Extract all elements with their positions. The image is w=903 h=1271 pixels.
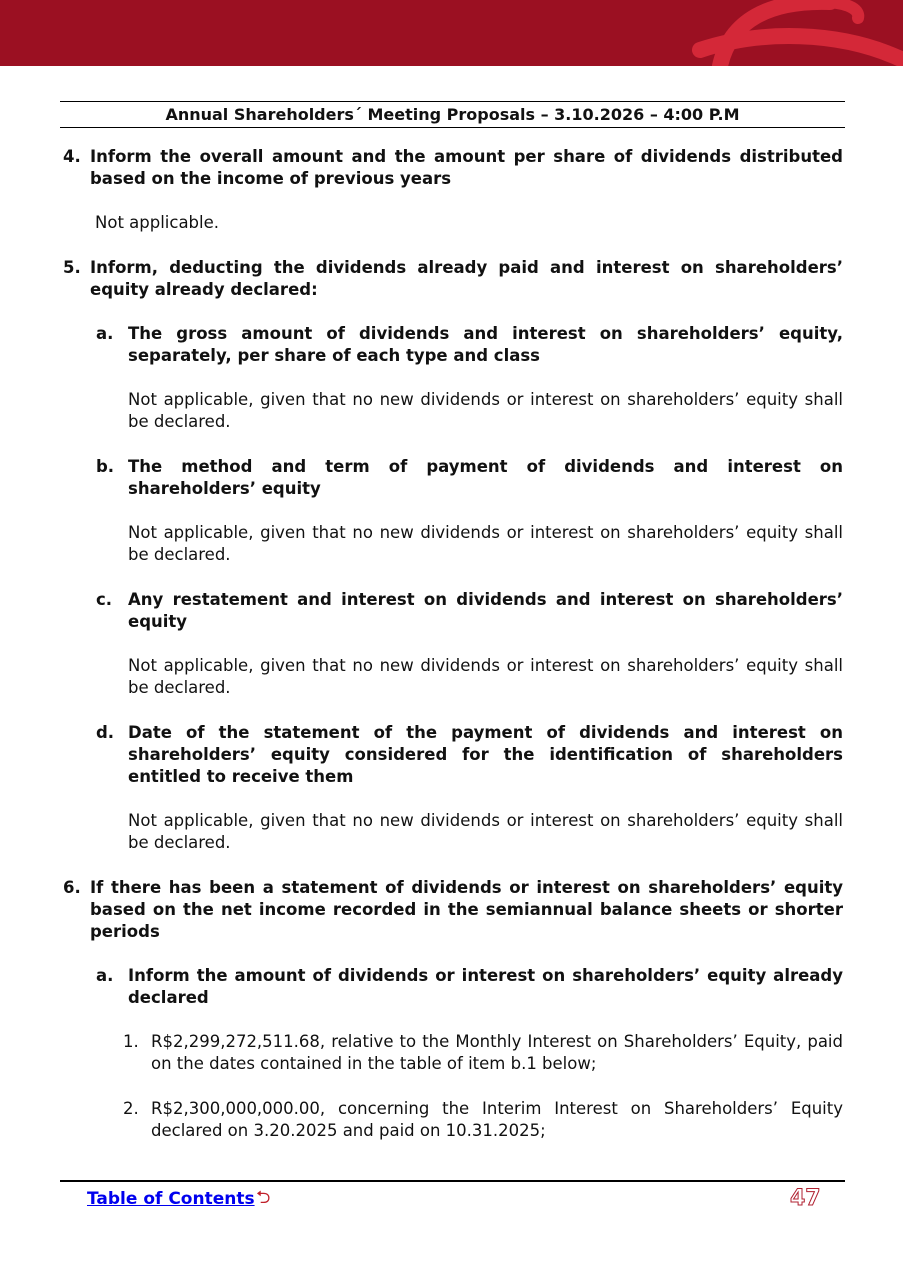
subitem-text: Not applicable, given that no new dividends or interest on shareholders’ equity shall be declared. bbox=[128, 811, 843, 852]
subitem-letter: a. bbox=[96, 966, 114, 985]
subitem-5a bbox=[60, 323, 843, 367]
list-item bbox=[60, 1031, 843, 1075]
item-number: 5. bbox=[63, 258, 81, 277]
subitem-letter: a. bbox=[96, 324, 114, 343]
subitem-6a bbox=[60, 965, 843, 1009]
item-heading: Inform the overall amount and the amount per share of dividends distributed based on the income of previous years bbox=[90, 147, 843, 188]
subitem-text: Not applicable, given that no new dividends or interest on shareholders’ equity shall be declared. bbox=[128, 390, 843, 431]
subitem-letter: d. bbox=[96, 723, 115, 742]
page-title: Annual Shareholders´ Meeting Proposals – 3.10.2026 – 4:00 P.M bbox=[60, 101, 845, 128]
item-heading: Inform, deducting the dividends already paid and interest on shareholders’ equity already declared: bbox=[90, 258, 843, 299]
subitem-text: Not applicable, given that no new dividends or interest on shareholders’ equity shall be declared. bbox=[128, 656, 843, 697]
document-body bbox=[60, 146, 843, 1165]
item-number: 4. bbox=[63, 147, 81, 166]
brand-logo-icon bbox=[0, 0, 903, 66]
subitem-5b bbox=[60, 456, 843, 500]
subitem-heading: Date of the statement of the payment of dividends and interest on shareholders’ equity considered for the identification of shareholders entitled to receive them bbox=[128, 723, 843, 786]
subitem-5d bbox=[60, 722, 843, 788]
subitem-letter: c. bbox=[96, 590, 113, 609]
item-4 bbox=[60, 146, 843, 190]
subitem-heading: Inform the amount of dividends or interest on shareholders’ equity already declared bbox=[128, 966, 843, 1007]
item-number: 6. bbox=[63, 878, 81, 897]
item-text: Not applicable. bbox=[95, 213, 220, 232]
subitem-letter: b. bbox=[96, 457, 115, 476]
subitem-5c bbox=[60, 589, 843, 633]
footer-divider bbox=[60, 1180, 845, 1182]
list-item bbox=[60, 1098, 843, 1142]
list-text: R$2,300,000,000.00, concerning the Interim Interest on Shareholders’ Equity declared on 3.20.2025 and paid on 10.31.2025; bbox=[151, 1099, 843, 1140]
subitem-heading: The method and term of payment of dividends and interest on shareholders’ equity bbox=[128, 457, 843, 498]
subitem-text: Not applicable, given that no new dividends or interest on shareholders’ equity shall be declared. bbox=[128, 523, 843, 564]
header-band bbox=[0, 0, 903, 66]
subitem-heading: The gross amount of dividends and interest on shareholders’ equity, separately, per share of each type and class bbox=[128, 324, 843, 365]
list-number: 1. bbox=[123, 1032, 139, 1051]
subitem-heading: Any restatement and interest on dividends and interest on shareholders’ equity bbox=[128, 590, 843, 631]
table-of-contents-link[interactable]: Table of Contents bbox=[87, 1189, 255, 1209]
item-heading: If there has been a statement of dividends or interest on shareholders’ equity based on the net income recorded in the semiannual balance sheets or shorter periods bbox=[90, 878, 843, 941]
return-arrow-icon[interactable]: ⮌ bbox=[256, 1187, 271, 1208]
item-5 bbox=[60, 257, 843, 301]
item-6 bbox=[60, 877, 843, 943]
list-text: R$2,299,272,511.68, relative to the Monthly Interest on Shareholders’ Equity, paid on the dates contained in the table of item b.1 below; bbox=[151, 1032, 843, 1073]
list-number: 2. bbox=[123, 1099, 139, 1118]
page-number: 47 bbox=[790, 1186, 821, 1211]
